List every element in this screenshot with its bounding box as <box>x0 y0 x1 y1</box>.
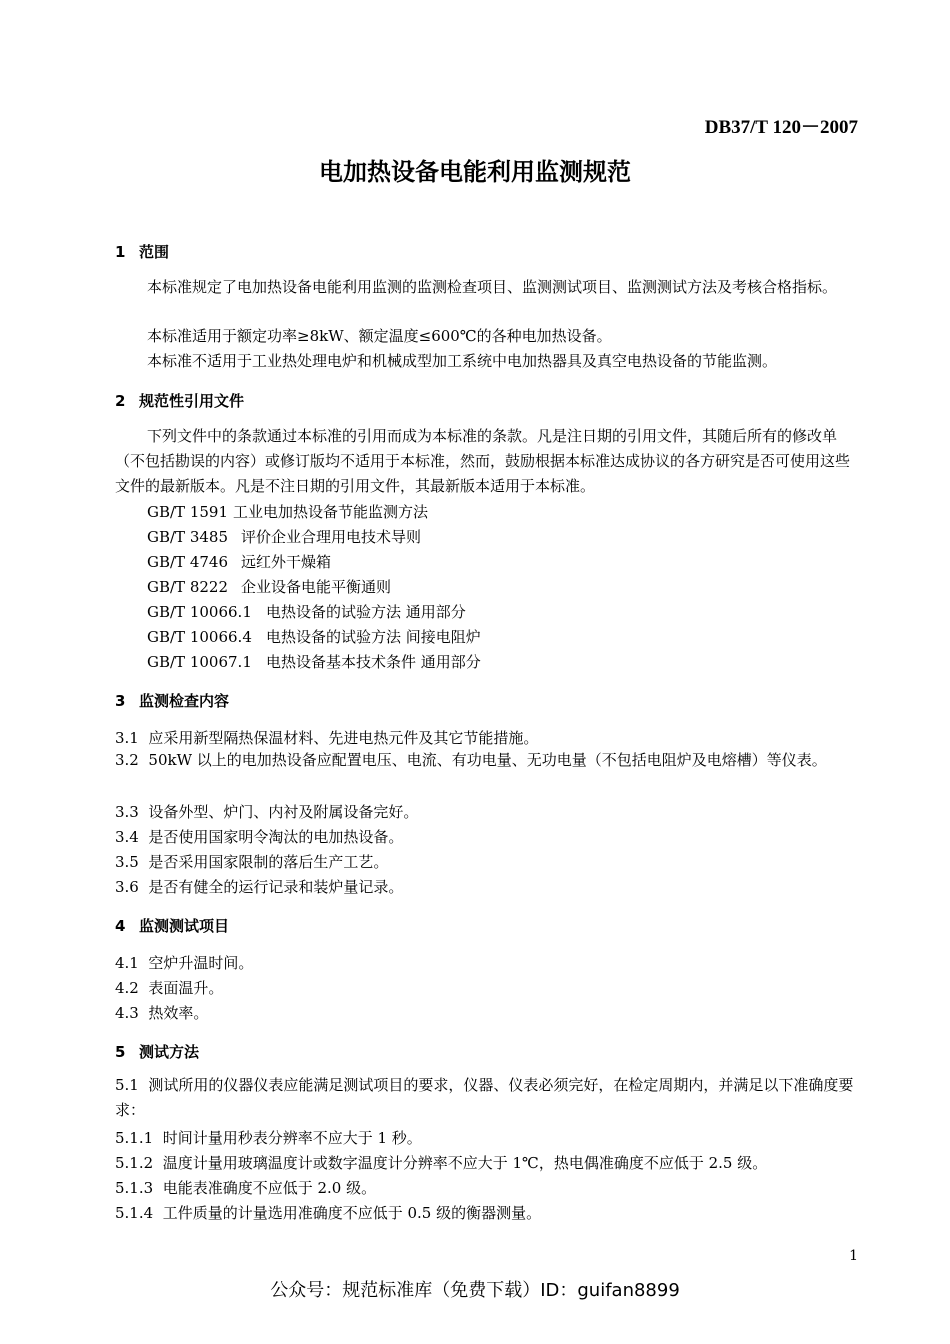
clause-number: 3.3 <box>115 803 139 821</box>
section-number: 3 <box>115 692 126 710</box>
s1-paragraph-3: 本标准不适用于工业热处理电炉和机械成型加工系统中电加热器具及真空电热设备的节能监测。 <box>147 352 778 370</box>
reference-item <box>147 501 428 522</box>
clause-text: 测试所用的仪器仪表应能满足测试项目的要求，仪器、仪表必须完好，在检定周期内，并满足以下准确度要求： <box>115 1076 854 1119</box>
section-5-heading <box>115 1041 199 1062</box>
clause-text: 热效率。 <box>148 1004 209 1022</box>
clause-number: 4.1 <box>115 954 139 972</box>
clause-number: 5.1.1 <box>115 1129 154 1147</box>
reference-item <box>147 601 466 622</box>
clause-text: 50kW 以上的电加热设备应配置电压、电流、有功电量、无功电量（不包括电阻炉及电熔槽）等仪表。 <box>148 751 827 769</box>
clause-item <box>115 851 860 872</box>
reference-item <box>147 551 331 572</box>
reference-title: 工业电加热设备节能监测方法 <box>233 503 429 521</box>
document-title: 电加热设备电能利用监测规范 <box>319 158 631 186</box>
reference-item <box>147 626 481 647</box>
clause-text: 是否有健全的运行记录和装炉量记录。 <box>148 878 404 896</box>
clause-item <box>115 1002 860 1023</box>
section-title: 规范性引用文件 <box>139 392 245 410</box>
reference-title: 评价企业合理用电技术导则 <box>241 528 422 546</box>
clause-text: 应采用新型隔热保温材料、先进电热元件及其它节能措施。 <box>148 729 539 747</box>
clause-number: 5.1.4 <box>115 1204 154 1222</box>
clause-item <box>115 1177 860 1198</box>
section-2-heading <box>115 390 244 411</box>
section-title: 监测检查内容 <box>139 692 230 710</box>
reference-title: 企业设备电能平衡通则 <box>241 578 392 596</box>
reference-code: GB/T 1591 <box>147 503 229 521</box>
section-4-heading <box>115 915 229 936</box>
clause-number: 4.3 <box>115 1004 139 1022</box>
clause-number: 3.1 <box>115 729 139 747</box>
reference-item <box>147 576 391 597</box>
clause-text: 空炉升温时间。 <box>148 954 254 972</box>
reference-title: 电热设备的试验方法 通用部分 <box>266 603 466 621</box>
clause-text: 设备外型、炉门、内衬及附属设备完好。 <box>148 803 419 821</box>
clause-item <box>115 952 860 973</box>
reference-item <box>147 526 421 547</box>
section-number: 2 <box>115 392 126 410</box>
section-title: 范围 <box>139 243 170 261</box>
section-title: 测试方法 <box>139 1043 200 1061</box>
clause-item <box>115 727 860 748</box>
clause-item <box>115 1152 860 1173</box>
footer-watermark: 公众号：规范标准库（免费下载）ID：guifan8899 <box>270 1280 680 1301</box>
s1-paragraph-2: 本标准适用于额定功率≥8kW、额定温度≤600℃的各种电加热设备。 <box>147 327 612 345</box>
reference-title: 电热设备的试验方法 间接电阻炉 <box>266 628 481 646</box>
clause-text: 电能表准确度不应低于 2.0 级。 <box>162 1179 377 1197</box>
section-3-heading <box>115 690 229 711</box>
reference-title: 远红外干燥箱 <box>241 553 332 571</box>
s1-paragraph-1: 本标准规定了电加热设备电能利用监测的监测检查项目、监测测试项目、监测测试方法及考核合格指标。 <box>147 278 838 296</box>
section-1-heading <box>115 241 169 262</box>
clause-text: 是否使用国家明令淘汰的电加热设备。 <box>148 828 404 846</box>
reference-code: GB/T 10066.4 <box>147 628 252 646</box>
standard-number: DB37/T 120－2007 <box>704 117 858 138</box>
section-title: 监测测试项目 <box>139 917 230 935</box>
reference-title: 电热设备基本技术条件 通用部分 <box>266 653 481 671</box>
clause-item <box>115 826 860 847</box>
clause-number: 3.4 <box>115 828 139 846</box>
clause-item <box>115 1073 860 1123</box>
page-number: 1 <box>849 1248 858 1264</box>
clause-text: 温度计量用玻璃温度计或数字温度计分辨率不应大于 1℃，热电偶准确度不应低于 2.5 级。 <box>162 1154 768 1172</box>
section-number: 1 <box>115 243 126 261</box>
reference-code: GB/T 8222 <box>147 578 229 596</box>
section-number: 4 <box>115 917 126 935</box>
clause-text: 工件质量的计量选用准确度不应低于 0.5 级的衡器测量。 <box>162 1204 542 1222</box>
clause-text: 是否采用国家限制的落后生产工艺。 <box>148 853 389 871</box>
clause-number: 3.2 <box>115 751 139 769</box>
reference-item <box>147 651 481 672</box>
clause-item <box>115 1127 860 1148</box>
clause-number: 5.1.2 <box>115 1154 154 1172</box>
clause-text: 表面温升。 <box>148 979 224 997</box>
clause-item <box>115 801 860 822</box>
clause-item <box>115 876 860 897</box>
clause-text: 时间计量用秒表分辨率不应大于 1 秒。 <box>162 1129 422 1147</box>
reference-code: GB/T 10067.1 <box>147 653 252 671</box>
clause-number: 3.5 <box>115 853 139 871</box>
s2-paragraph-1: 下列文件中的条款通过本标准的引用而成为本标准的条款。凡是注日期的引用文件，其随后所有的修改单（不包括勘误的内容）或修订版均不适用于本标准，然而，鼓励根据本标准达成协议的各方研究是否可使用这些文件的最新版本。凡是不注日期的引用文件，其最新版本适用于本标准。 <box>115 427 851 495</box>
section-number: 5 <box>115 1043 126 1061</box>
clause-item <box>115 748 860 773</box>
reference-code: GB/T 10066.1 <box>147 603 252 621</box>
reference-code: GB/T 4746 <box>147 553 229 571</box>
clause-number: 3.6 <box>115 878 139 896</box>
reference-code: GB/T 3485 <box>147 528 229 546</box>
clause-number: 5.1.3 <box>115 1179 154 1197</box>
clause-number: 4.2 <box>115 979 139 997</box>
clause-number: 5.1 <box>115 1076 139 1094</box>
clause-item <box>115 1202 860 1223</box>
clause-item <box>115 977 860 998</box>
